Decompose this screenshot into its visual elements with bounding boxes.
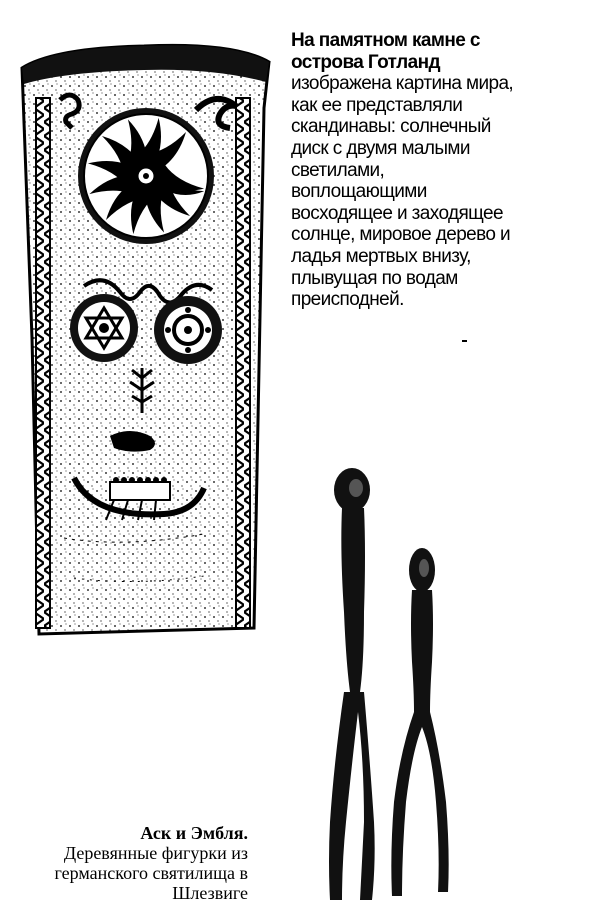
small-disc-right-icon bbox=[154, 296, 222, 364]
tall-figure-icon bbox=[329, 468, 375, 900]
sun-disc-icon bbox=[78, 108, 214, 244]
top-caption bbox=[291, 30, 521, 311]
top-caption-heading: На памятном камне с острова Готланд bbox=[291, 30, 480, 73]
bottom-caption bbox=[16, 823, 248, 903]
small-disc-left-icon bbox=[70, 294, 138, 362]
bottom-caption-heading: Аск и Эмбля. bbox=[140, 823, 248, 843]
decorative-dash bbox=[462, 340, 467, 342]
gotland-picture-stone bbox=[14, 38, 276, 638]
top-caption-text: изображена картина мира, как ее представляли скандинавы: солнечный диск с двумя малыми светилами, воплощающими восходящее и заходящее солнце, мировое дерево и ладья мертвых внизу, плывущая по водам преисподней. bbox=[291, 73, 514, 311]
short-figure-icon bbox=[391, 548, 448, 896]
bottom-caption-text: Деревянные фигурки из германского святилища в Шлезвиге bbox=[54, 843, 248, 903]
wooden-figures bbox=[300, 462, 480, 902]
